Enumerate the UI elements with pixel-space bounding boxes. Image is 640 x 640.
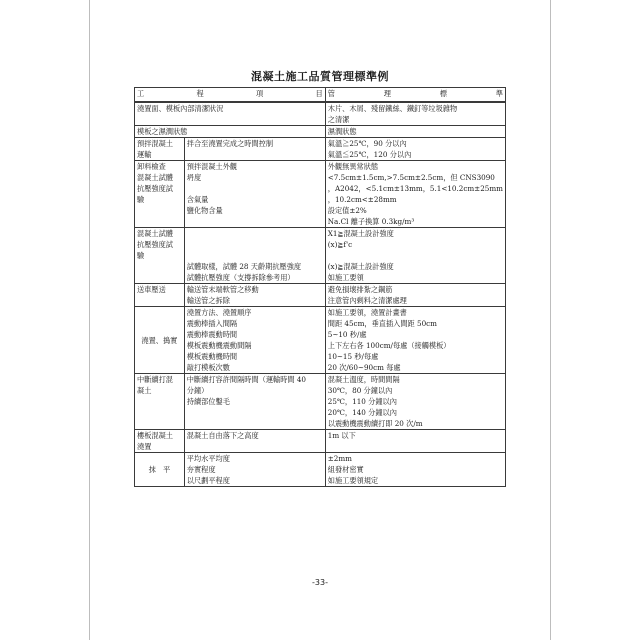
- item-cell: [135, 102, 326, 126]
- cell-line: 抗壓強度試: [137, 184, 173, 193]
- cell-line: 以尺劃平程度: [186, 476, 230, 485]
- item-cell: [135, 284, 185, 307]
- detail-cell: [184, 430, 325, 453]
- cell-line: 間距 45cm，垂直插入間距 50cm: [327, 319, 437, 328]
- item-cell: [135, 430, 185, 453]
- detail-cell: [184, 453, 325, 487]
- cell-line: 20℃，140 分鐘以內: [327, 408, 397, 417]
- cell-line: 如施工要領，澆置計畫書: [327, 308, 407, 317]
- cell-line: 之清潔: [327, 115, 350, 124]
- detail-cell: [184, 228, 325, 284]
- standard-cell: [325, 307, 505, 374]
- cell-line: 試體取樣，試體 28 天齡期抗壓強度: [186, 262, 302, 271]
- cell-line: [187, 228, 323, 239]
- cell-line: 20 次/60~90cm 每處: [327, 363, 401, 372]
- cell-line: 敲打模板次數: [186, 363, 230, 372]
- cell-line: 樓板混凝土: [137, 431, 173, 440]
- cell-line: X1≧混凝土設計強度: [327, 229, 394, 238]
- detail-cell: [184, 284, 325, 307]
- cell-line: (x)≧f'c: [327, 240, 353, 249]
- cell-line: [187, 250, 323, 261]
- cell-line: 10~15 秒/每處: [327, 352, 379, 361]
- table-row: [135, 453, 506, 487]
- item-cell: [135, 453, 185, 487]
- item-cell: [135, 228, 185, 284]
- detail-cell: [184, 161, 325, 228]
- table-row: [135, 374, 506, 430]
- cell-line: 澆置: [137, 442, 152, 451]
- cell-line: 1m 以下: [327, 431, 356, 440]
- cell-line: 震動棒插入間隔: [186, 319, 238, 328]
- header-char: 項: [256, 89, 264, 98]
- cell-line: 預拌混凝土外觀: [186, 162, 238, 171]
- standard-cell: [325, 102, 505, 126]
- cell-line: 模板之濕潤狀態: [137, 127, 188, 136]
- cell-line: 抹 平: [148, 465, 171, 474]
- cell-line: 含氣量: [186, 195, 209, 204]
- cell-line: 混凝土自由落下之高度: [186, 431, 259, 440]
- standard-cell: [325, 228, 505, 284]
- cell-line: 震動棒震動時間: [186, 330, 238, 339]
- cell-line: 卸料檢查: [137, 162, 166, 171]
- table-row: [135, 161, 506, 228]
- header-char: 準: [495, 89, 503, 98]
- cell-line: 模板震動機震動間隔: [186, 341, 252, 350]
- cell-line: ，A2042，<5.1cm±13mm，5.1<10.2cm±25mm: [327, 184, 503, 193]
- header-char: 工: [137, 89, 145, 98]
- cell-line: 夯實程度: [186, 465, 216, 474]
- cell-line: (x)≧混凝土設計強度: [327, 262, 394, 271]
- header-char: 理: [383, 89, 391, 98]
- cell-line: 中斷續打容許間隔時間（運輸時間 40: [186, 375, 306, 384]
- table-row: [135, 307, 506, 374]
- table-row: [135, 126, 506, 138]
- cell-line: 中斷續打混: [137, 375, 173, 384]
- cell-line: 拌合至澆置完成之時間控制: [186, 139, 274, 148]
- page-title: 混凝土施工品質管理標準例: [251, 70, 389, 83]
- cell-line: 木片、木屑、殘留鐵絲、鐵釘等垃圾雜物: [327, 104, 458, 113]
- cell-line: 輸送管末端軟管之移動: [186, 285, 259, 294]
- cell-line: 鹽化物含量: [186, 206, 223, 215]
- cell-line: 分鐘）: [186, 386, 209, 395]
- cell-line: 以震動機震動續打即 20 次/m: [327, 419, 423, 428]
- detail-cell: [184, 374, 325, 430]
- item-cell: [135, 126, 326, 138]
- cell-line: 平均水平均度: [186, 454, 230, 463]
- standard-cell: [325, 453, 505, 487]
- cell-line: 抗壓強度試: [137, 240, 173, 249]
- cell-line: 30℃，80 分鐘以內: [327, 386, 393, 395]
- standard-cell: [325, 161, 505, 228]
- cell-line: 模板震動機時間: [186, 352, 238, 361]
- header-item-column: [135, 88, 326, 103]
- cell-line: 澆置、搗實: [141, 335, 178, 345]
- cell-line: 澆置方法、澆置順序: [186, 308, 252, 317]
- table-row: [135, 138, 506, 161]
- cell-line: 氣溫≦25℃，120 分以內: [327, 150, 412, 159]
- cell-line: 驗: [137, 251, 145, 260]
- table-row: [135, 430, 506, 453]
- cell-line: Na.Cl 離子換算 0.3kg/m³: [327, 217, 415, 226]
- cell-line: 濕潤狀態: [327, 127, 357, 136]
- standard-cell: [325, 284, 505, 307]
- detail-cell: [184, 307, 325, 374]
- detail-cell: [184, 138, 325, 161]
- cell-line: [187, 239, 323, 250]
- item-cell: [135, 161, 185, 228]
- cell-line: 輸送管之拆除: [186, 296, 230, 305]
- header-char: 程: [196, 89, 204, 98]
- cell-line: [328, 250, 503, 261]
- cell-line: 驗: [137, 195, 145, 204]
- cell-line: 坍度: [186, 173, 202, 182]
- item-cell: [135, 138, 185, 161]
- cell-line: 送車壓送: [137, 285, 166, 294]
- header-char: 標: [439, 89, 447, 98]
- cell-line: 氣溫≧25℃，90 分以內: [327, 139, 407, 148]
- cell-line: 如施工要領規定: [327, 476, 379, 485]
- cell-line: 上下左右各 100cm/每處（接觸模板）: [327, 341, 451, 350]
- cell-line: 試體抗壓強度（支撐拆除參考用）: [186, 273, 295, 282]
- table-row: [135, 102, 506, 126]
- item-cell: [135, 307, 185, 374]
- cell-line: 避免損壞排紮之鋼筋: [327, 285, 393, 294]
- cell-line: 25℃，110 分鐘以內: [327, 397, 397, 406]
- cell-line: 持續部位鑿毛: [186, 397, 230, 406]
- cell-line: [187, 183, 323, 194]
- cell-line: 運輸: [137, 150, 152, 159]
- standard-cell: [325, 138, 505, 161]
- table-header-row: [135, 88, 506, 103]
- cell-line: 混凝土試體: [137, 173, 173, 182]
- cell-line: 凝土: [137, 386, 152, 395]
- cell-line: 外觀無異常狀態: [327, 162, 379, 171]
- standard-cell: [325, 126, 505, 138]
- cell-line: 預拌混凝土: [137, 139, 173, 148]
- header-standard-column: [325, 88, 505, 103]
- cell-line: 組發材密實: [327, 465, 364, 474]
- header-char: 目: [315, 89, 323, 98]
- cell-line: 澆置面、模板內部清潔狀況: [137, 104, 224, 113]
- quality-table: [134, 87, 506, 487]
- cell-line: 混凝土溫度，時間間隔: [327, 375, 400, 384]
- standard-cell: [325, 430, 505, 453]
- cell-line: ，10.2cm<±28mm: [327, 195, 397, 204]
- table-body: [135, 102, 506, 487]
- standard-cell: [325, 374, 505, 430]
- item-cell: [135, 374, 185, 430]
- cell-line: 設定值±2%: [327, 206, 367, 215]
- header-char: 管: [327, 89, 335, 98]
- table-row: [135, 228, 506, 284]
- table-row: [135, 284, 506, 307]
- cell-line: 如施工要領: [327, 273, 364, 282]
- cell-line: ±2mm: [327, 454, 352, 463]
- cell-line: 混凝土試體: [137, 229, 173, 238]
- cell-line: <7.5cm±1.5cm,>7.5cm±2.5cm，但 CNS3090: [327, 173, 495, 182]
- cell-line: 注意管內剩料之清潔處理: [327, 296, 407, 305]
- cell-line: 5~10 秒/處: [327, 330, 367, 339]
- page-number: -33-: [312, 578, 328, 587]
